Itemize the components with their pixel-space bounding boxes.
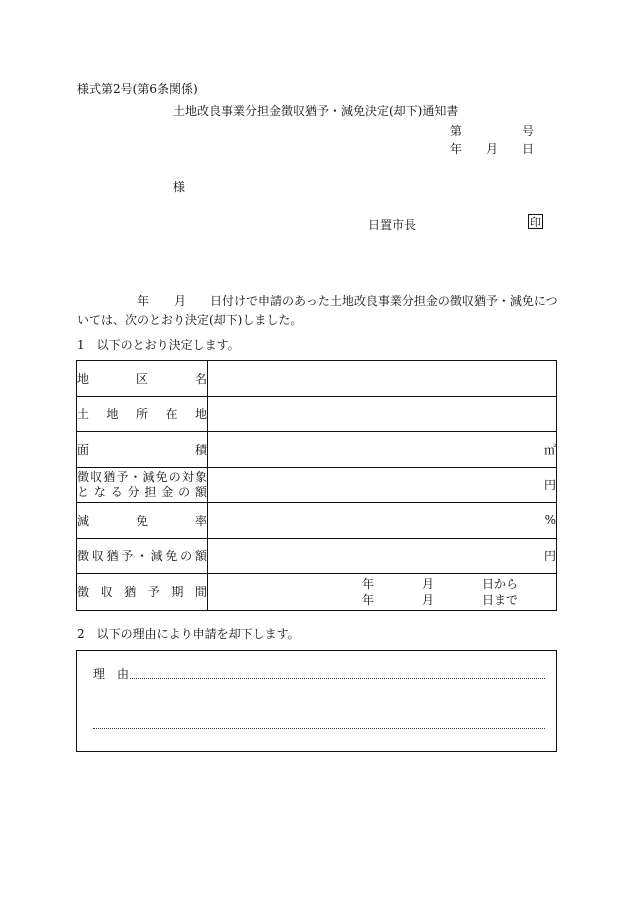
number-suffix: 号 xyxy=(522,124,535,138)
addressee-suffix: 様 xyxy=(173,180,186,194)
period-to-day: 日まで xyxy=(482,593,519,608)
issuer-name: 日置市長 xyxy=(368,218,417,232)
period-from-year: 年 xyxy=(362,577,375,592)
date-day: 日 xyxy=(522,142,535,156)
unit-label: % xyxy=(544,513,556,528)
label-text: 徴 収 猶 予 ・ 減 免 の 額 xyxy=(77,549,207,564)
table-row xyxy=(77,361,557,397)
body-text-line2: いては、次のとおり決定(却下)しました。 xyxy=(77,313,303,327)
table-row xyxy=(77,538,557,574)
label-text: 徴 収 猶 予 期 間 xyxy=(77,585,207,600)
seal-mark: 印 xyxy=(530,216,541,229)
reason-line-2[interactable] xyxy=(93,728,545,729)
deferral-period-field[interactable] xyxy=(208,574,557,611)
area-field[interactable] xyxy=(208,432,557,468)
table-row xyxy=(77,432,557,468)
reduction-amount-field[interactable] xyxy=(208,538,557,574)
target-amount-field[interactable] xyxy=(208,467,557,503)
label-text-line1: 徴 収 猶 予 ・ 減 免 の 対 象 xyxy=(77,469,207,484)
unit-label: 円 xyxy=(543,478,556,493)
section2-heading: 2 以下の理由により申請を却下します。 xyxy=(77,627,300,641)
label-text: 減 免 率 xyxy=(77,513,207,528)
number-prefix: 第 xyxy=(450,124,463,138)
decision-table xyxy=(76,360,557,611)
row-label xyxy=(77,503,208,539)
row-label xyxy=(77,432,208,468)
document-title: 土地改良事業分担金徴収猶予・減免決定(却下)通知書 xyxy=(173,104,459,118)
period-to-month: 月 xyxy=(422,593,435,608)
label-text-line2: と な る 分 担 金 の 額 xyxy=(77,484,207,499)
table-row xyxy=(77,396,557,432)
row-label xyxy=(77,361,208,397)
district-name-field[interactable] xyxy=(208,361,557,397)
row-label xyxy=(77,467,208,503)
period-grid xyxy=(208,574,556,609)
reason-line-1[interactable] xyxy=(130,678,545,679)
label-text: 地 区 名 xyxy=(77,371,207,386)
unit-label: 円 xyxy=(543,549,556,564)
unit-label: ㎡ xyxy=(543,442,556,457)
period-to-year: 年 xyxy=(362,593,375,608)
body-text-line1: 日付けで申請のあった土地改良事業分担金の徴収猶予・減免につ xyxy=(210,294,558,308)
label-text: 土 地 所 在 地 xyxy=(77,407,207,422)
table-row xyxy=(77,467,557,503)
land-location-field[interactable] xyxy=(208,396,557,432)
period-from-month: 月 xyxy=(422,577,435,592)
row-label xyxy=(77,574,208,611)
form-number: 様式第2号(第6条関係) xyxy=(77,82,198,96)
body-month: 月 xyxy=(174,294,187,308)
row-label xyxy=(77,396,208,432)
reason-label: 理 由 xyxy=(93,667,130,681)
table-row xyxy=(77,503,557,539)
reduction-rate-field[interactable] xyxy=(208,503,557,539)
reason-box xyxy=(76,650,557,752)
date-year: 年 xyxy=(450,142,463,156)
period-from-day: 日から xyxy=(482,577,519,592)
label-text: 面 積 xyxy=(77,442,207,457)
section1-heading: 1 以下のとおり決定します。 xyxy=(77,338,240,352)
body-year: 年 xyxy=(137,294,150,308)
row-label xyxy=(77,538,208,574)
table-row xyxy=(77,574,557,611)
date-month: 月 xyxy=(486,142,499,156)
